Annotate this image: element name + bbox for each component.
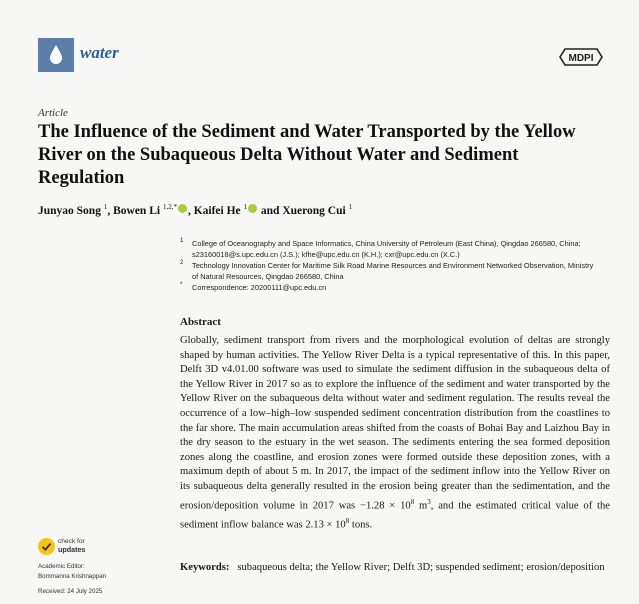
- keywords-text: subaqueous delta; the Yellow River; Delft 3D; suspended sediment; erosion/deposition: [237, 562, 605, 573]
- check-updates-line1: check for: [58, 538, 85, 545]
- affiliation-text: College of Oceanography and Space Informatics, China University of Petroleum (East China), Qingdao 266580, China; s23160018@s.upc.edu.cn (J.S.); kfhe@upc.edu.cn (K.H.); cxr@upc.edu.cn (X.C.): [192, 239, 581, 259]
- affiliation-text: Correspondence: 20200111@upc.edu.cn: [192, 283, 327, 292]
- check-for-updates[interactable]: [38, 538, 108, 556]
- abstract-body: [180, 334, 610, 533]
- editor-info: [38, 562, 106, 597]
- erosion-exp: 8: [410, 497, 415, 506]
- affiliations: [180, 238, 600, 293]
- publisher-name: MDPI: [568, 53, 594, 64]
- journal-name: water: [80, 43, 119, 62]
- abstract-heading: Abstract: [180, 316, 221, 328]
- author-affil: 1: [348, 203, 353, 211]
- received-date: Received: 24 July 2025: [38, 588, 103, 595]
- article-title: The Influence of the Sediment and Water Transported by the Yellow River on the Subaqueous Delta Without Water and Sediment Regulation: [38, 122, 576, 188]
- journal-logo: [38, 38, 74, 72]
- author-name[interactable]: Xuerong Cui: [282, 204, 346, 217]
- article-type: Article: [38, 107, 68, 119]
- editor-name: Bommanna Krishnappan: [38, 573, 107, 580]
- erosion-value: −1.28 × 10: [359, 500, 411, 512]
- affiliation-item: [180, 238, 600, 260]
- author-connector: and: [260, 204, 280, 217]
- affiliation-item: [180, 282, 600, 293]
- balance-exp: 8: [345, 516, 350, 525]
- affiliation-text: Technology Innovation Center for Maritime Silk Road Marine Resources and Environment Networked Observation, Ministry of Natural Resources, Qingdao 266580, China: [192, 261, 594, 281]
- check-updates-line2: updates: [58, 545, 86, 554]
- author-name[interactable]: Kaifei He: [193, 204, 241, 217]
- check-updates-text: [58, 538, 86, 555]
- check-updates-icon: [38, 538, 55, 555]
- abstract-text-end: tons.: [349, 519, 373, 531]
- affiliation-number: 2: [180, 260, 184, 266]
- author-affil: 1: [103, 203, 108, 211]
- author-name[interactable]: Bowen Li: [113, 204, 161, 217]
- erosion-unit: m: [414, 500, 428, 512]
- affiliation-number: *: [180, 282, 183, 288]
- keywords-label: Keywords:: [180, 562, 230, 573]
- editor-label: Academic Editor:: [38, 563, 85, 570]
- orcid-icon[interactable]: [248, 204, 257, 213]
- water-drop-icon: [38, 38, 74, 72]
- affiliation-item: [180, 260, 600, 282]
- publisher-logo: [556, 46, 606, 68]
- affiliation-number: 1: [180, 238, 184, 244]
- author-affil: 1,2,*: [162, 203, 177, 211]
- abstract-text: Globally, sediment transport from rivers and the morphological evolution of deltas are strongly shaped by human activities. The Yellow River Delta is a typical representative of this. In this paper, Delft 3D v4.01.00 software was used to simulate the sediment diffusion in the subaqueous delta of the Yellow River in 2017 so as to explore the influence of the sediment and water transported by the Yellow River on the subaqueous delta without water and sediment regulation. The results reveal the occurrence of a low–high–low suspended sediment concentration distribution from the coastlines to the far shore. The main accumulation areas shifted from the coasts of Bohai Bay and Laizhou Bay in the dry season to the estuary in the wet season. The sediments entering the sea formed deposition zones along the coastline, and erosion zones were formed outside these deposition zones, with a maximum depth of about 5 m. In 2017, the impact of the sediment inflow into the Yellow River on its subaqueous delta generally resulted in the erosion being greater than the sedimentation, and the erosion/deposition volume in 2017 was: [180, 335, 610, 512]
- orcid-icon[interactable]: [178, 204, 187, 213]
- author-name[interactable]: Junyao Song: [38, 204, 101, 217]
- keywords: [180, 561, 610, 576]
- balance-value: 2.13 × 10: [305, 519, 346, 531]
- author-affil: 1: [243, 203, 248, 211]
- erosion-unit-exp: 3: [427, 497, 431, 506]
- abstract-text-mid: , and the estimated critical value of the sediment inflow balance was: [180, 500, 610, 531]
- author-list: Junyao Song $^1$, Bowen Li $^{1,2,*}$ , Kaifei He $^1$ and Xuerong Cui $^1$: [38, 203, 353, 217]
